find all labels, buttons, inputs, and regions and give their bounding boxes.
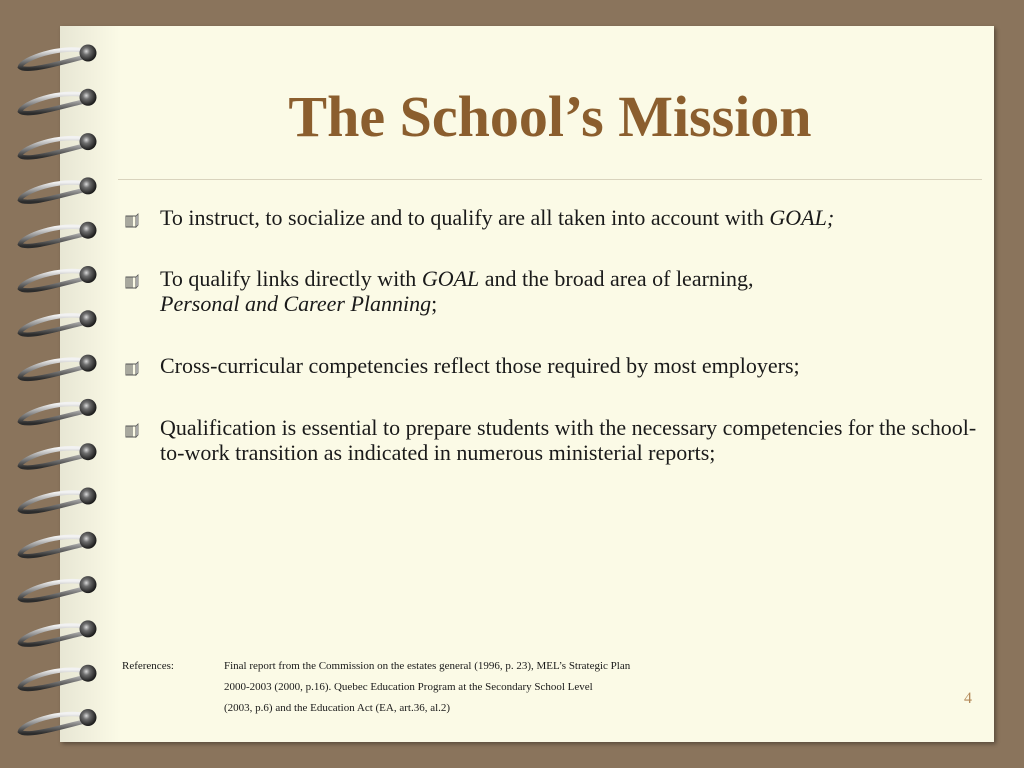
references-label: References:	[122, 660, 174, 672]
book-bullet-icon	[124, 361, 140, 377]
binding-ring	[20, 133, 97, 157]
bullet-item	[118, 205, 978, 230]
binding-ring	[20, 620, 97, 644]
binding-ring	[20, 576, 97, 600]
slide-title: The School’s Mission	[288, 84, 812, 149]
bullet-segment: and the broad area of learning,	[479, 266, 754, 291]
bullet-segment: To instruct, to socialize and to qualify are all taken into account with	[160, 205, 770, 230]
binding-ring	[20, 45, 97, 69]
binding-ring	[20, 488, 97, 512]
binding-ring	[20, 89, 97, 113]
binding-ring	[20, 310, 97, 334]
binding-ring	[20, 399, 97, 423]
binding-ring	[20, 177, 97, 201]
bullet-text	[160, 353, 800, 378]
binding-ring	[20, 665, 97, 689]
binding-ring	[20, 266, 97, 290]
reference-line: (2003, p.6) and the Education Act (EA, art.36, al.2)	[224, 702, 451, 714]
book-bullet-icon	[124, 274, 140, 290]
bullet-text	[160, 205, 834, 230]
bullet-text	[160, 266, 754, 316]
spiral-binding	[0, 0, 120, 768]
bullet-emphasis: GOAL;	[769, 205, 835, 230]
book-bullet-icon	[124, 213, 140, 229]
bullet-text	[160, 415, 976, 465]
bullet-item	[118, 353, 978, 378]
references-text	[224, 656, 784, 719]
binding-ring	[20, 709, 97, 733]
book-bullet-icon	[124, 423, 140, 439]
title-divider	[118, 179, 982, 180]
bullet-segment: Cross-curricular competencies reflect those required by most employers;	[160, 353, 800, 378]
binding-ring	[20, 222, 97, 246]
page-number: 4	[964, 690, 972, 707]
reference-line: Final report from the Commission on the estates general (1996, p. 23), MEL’s Strategic Plan	[224, 660, 631, 672]
bullet-emphasis: Personal and Career Planning	[160, 291, 432, 316]
reference-line: 2000-2003 (2000, p.16). Quebec Education Program at the Secondary School Level	[224, 681, 593, 693]
bullet-emphasis: GOAL	[421, 266, 480, 291]
bullet-segment: ;	[431, 291, 438, 316]
binding-ring	[20, 443, 97, 467]
bullet-segment: To qualify links directly with	[160, 266, 422, 291]
bullet-item	[118, 415, 978, 465]
bullet-list	[118, 205, 978, 465]
bullet-item	[118, 266, 978, 316]
bullet-segment: Qualification is essential to prepare students with the necessary competencies for the school-to-work transition as indicated in numerous ministerial reports;	[160, 415, 977, 465]
binding-ring	[20, 355, 97, 379]
binding-ring	[20, 532, 97, 556]
